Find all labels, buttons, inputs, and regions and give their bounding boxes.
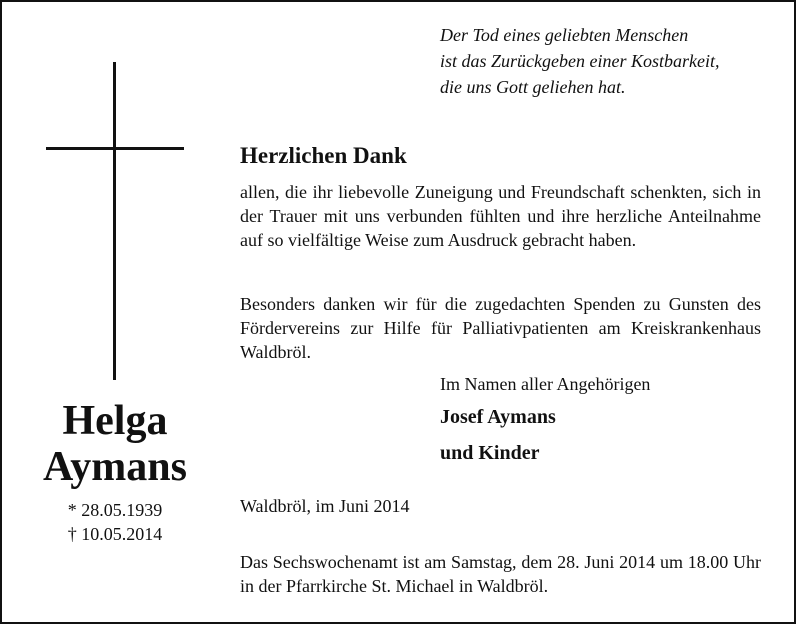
deceased-first-name: Helga <box>62 398 168 444</box>
thanks-paragraph: allen, die ihr liebevolle Zuneigung und Freundschaft schenkten, sich in der Trauer mit uns verbunden fühlten und ihre herzliche Anteilnahme auf so vielfältige Weise zum Ausdruck gebracht haben. <box>240 182 761 250</box>
cross-icon-crossbar <box>46 147 184 150</box>
death-date: † 10.05.2014 <box>67 524 163 544</box>
life-dates <box>20 498 210 546</box>
deceased-last-name: Aymans <box>43 444 187 490</box>
quote-line: die uns Gott geliehen hat. <box>440 77 626 97</box>
quote-line: Der Tod eines geliebten Menschen <box>440 25 689 45</box>
signatory-family: und Kinder <box>440 442 540 464</box>
service-paragraph: Das Sechswochenamt ist am Samstag, dem 28. Juni 2014 um 18.00 Uhr in der Pfarrkirche St. Michael in Waldbröl. <box>240 552 761 596</box>
signoff-intro: Im Namen aller Angehörigen <box>440 374 651 394</box>
deceased-name <box>20 398 210 490</box>
notice-heading: Herzlichen Dank <box>240 143 407 168</box>
memorial-quote <box>440 22 780 100</box>
quote-line: ist das Zurückgeben einer Kostbarkeit, <box>440 51 720 71</box>
signatory-name: Josef Aymans <box>440 406 556 428</box>
birth-date: * 28.05.1939 <box>67 500 163 520</box>
donations-paragraph: Besonders danken wir für die zugedachten Spenden zu Gunsten des Fördervereins zur Hilfe für Palliativpatienten am Kreiskrankenhaus Waldbröl. <box>240 294 761 362</box>
place-date: Waldbröl, im Juni 2014 <box>240 496 410 516</box>
cross-icon <box>113 62 116 380</box>
